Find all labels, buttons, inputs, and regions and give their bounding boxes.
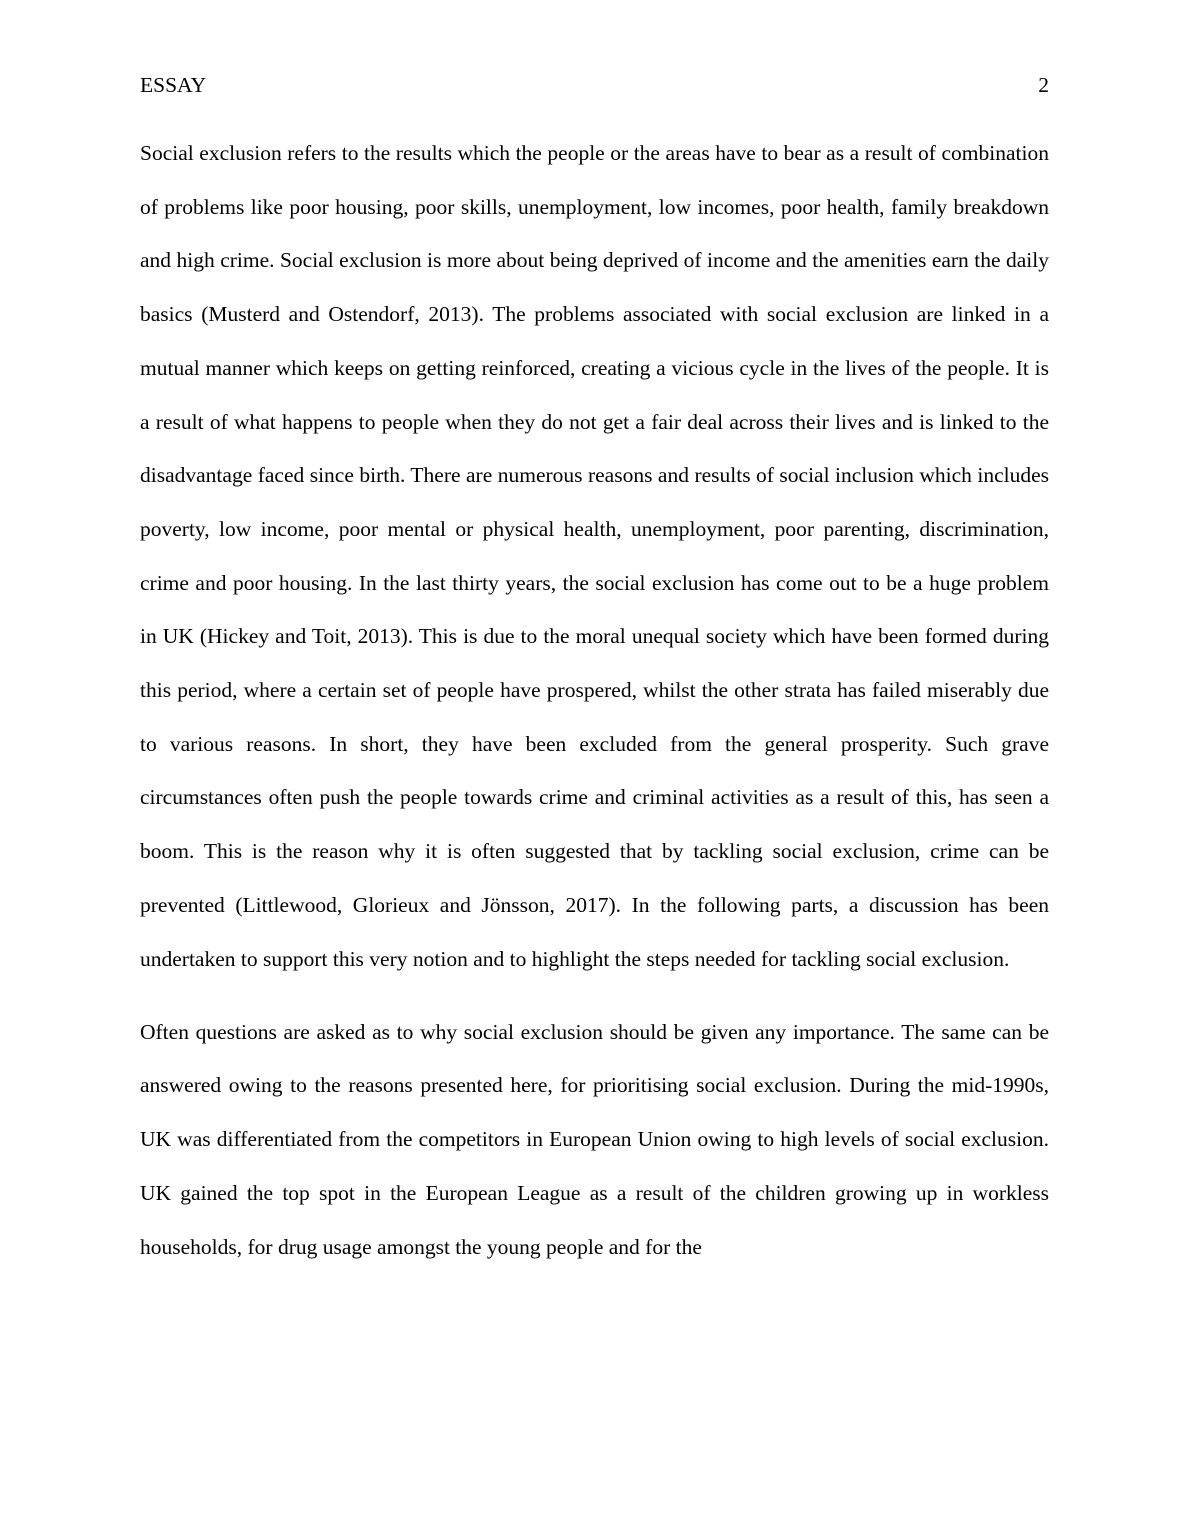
paragraph-2: Often questions are asked as to why social exclusion should be given any importance. The same can be answered owing to the reasons presented here, for prioritising social exclusion. During the mid-1990s, UK was differentiated from the competitors in European Union owing to high levels of social exclusion. UK gained the top spot in the European League as a result of the children growing up in workless households, for drug usage amongst the young people and for the	[140, 1019, 1049, 1259]
essay-body	[140, 127, 1049, 1294]
paragraph-1: Social exclusion refers to the results which the people or the areas have to bear as a result of combination of problems like poor housing, poor skills, unemployment, low incomes, poor health, family breakdown and high crime. Social exclusion is more about being deprived of income and the amenities earn the daily basics (Musterd and Ostendorf, 2013). The problems associated with social exclusion are linked in a mutual manner which keeps on getting reinforced, creating a vicious cycle in the lives of the people. It is a result of what happens to people when they do not get a fair deal across their lives and is linked to the disadvantage faced since birth. There are numerous reasons and results of social inclusion which includes poverty, low income, poor mental or physical health, unemployment, poor parenting, discrimination, crime and poor housing. In the last thirty years, the social exclusion has come out to be a huge problem in UK (Hickey and Toit, 2013). This is due to the moral unequal society which have been formed during this period, where a certain set of people have prospered, whilst the other strata has failed miserably due to various reasons. In short, they have been excluded from the general prosperity. Such grave circumstances often push the people towards crime and criminal activities as a result of this, has seen a boom. This is the reason why it is often suggested that by tackling social exclusion, crime can be prevented (Littlewood, Glorieux and Jönsson, 2017). In the following parts, a discussion has been undertaken to support this very notion and to highlight the steps needed for tackling social exclusion.	[140, 141, 1049, 971]
running-header	[140, 70, 1049, 100]
page-number: 2	[1038, 73, 1049, 97]
running-head-title: ESSAY	[140, 73, 207, 97]
